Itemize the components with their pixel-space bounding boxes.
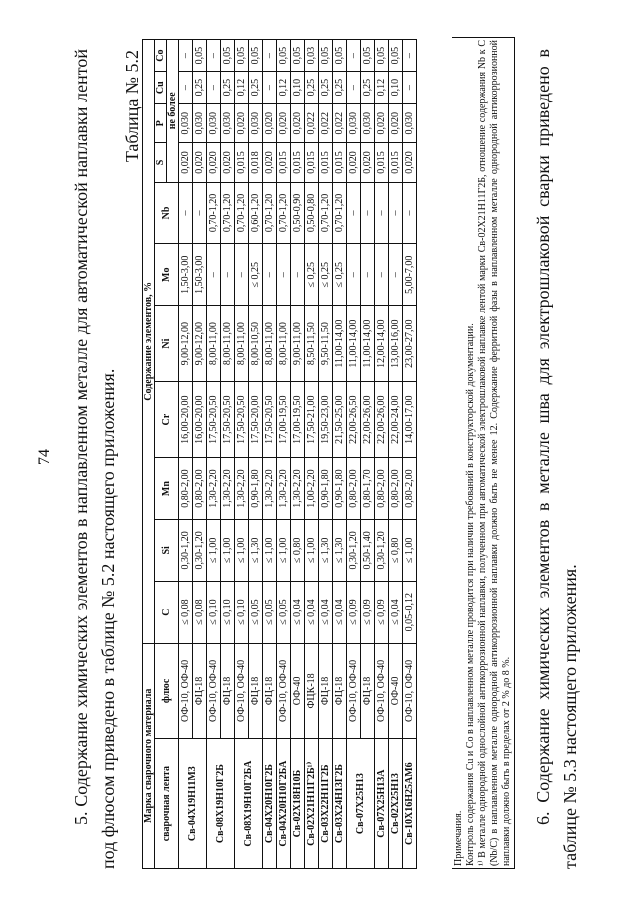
cell-S: 0,015 <box>333 143 347 182</box>
cell-Mo: – <box>277 244 291 306</box>
cell-tape: Св-08Х19Н10Г2БА <box>235 739 263 869</box>
header-Cu: Cu <box>155 72 167 104</box>
cell-Nb: 0,60-1,20 <box>249 182 263 244</box>
cell-Cr: 17,50-20,50 <box>263 382 277 458</box>
cell-Cr: 22,00-26,00 <box>375 382 389 458</box>
cell-tape: Св-03Х22Н11Г2Б <box>319 739 333 869</box>
cell-P: 0,030 <box>221 104 235 143</box>
cell-C: ≤ 0,08 <box>193 581 207 643</box>
table-label: Таблица № 5.2 <box>122 50 142 163</box>
cell-Si: 0,30-1,20 <box>193 519 207 581</box>
cell-C: ≤ 0,09 <box>361 581 375 643</box>
cell-Ni: 8,00-11,00 <box>207 306 221 382</box>
notes-line-1: Контроль содержания Cu и Co в наплавленном металле проводится при наличии требований в конструкторской документации. <box>465 323 476 866</box>
cell-Ni: 8,00-11,00 <box>263 306 277 382</box>
cell-Mn: 0,80-2,00 <box>403 458 417 520</box>
cell-C: ≤ 0,05 <box>263 581 277 643</box>
table-row <box>375 40 389 869</box>
cell-P: 0,020 <box>389 104 403 143</box>
cell-Cu: 0,25 <box>319 72 333 104</box>
table-row <box>277 40 291 869</box>
cell-Mo: – <box>207 244 221 306</box>
cell-Ni: 9,00-12,00 <box>179 306 193 382</box>
cell-Nb: – <box>347 182 361 244</box>
header-ne-bolee: не более <box>167 40 179 183</box>
cell-Si: ≤ 1,30 <box>333 519 347 581</box>
cell-C: ≤ 0,10 <box>235 581 249 643</box>
table-row <box>319 40 333 869</box>
cell-Si: ≤ 1,00 <box>403 519 417 581</box>
cell-Mn: 0,80-2,00 <box>179 458 193 520</box>
cell-Mo: 1,50-3,00 <box>193 244 207 306</box>
cell-C: ≤ 0,04 <box>333 581 347 643</box>
cell-S: 0,020 <box>207 143 221 182</box>
cell-Cu: 0,25 <box>221 72 235 104</box>
cell-Cr: 16,00-20,00 <box>179 382 193 458</box>
cell-Ni: 8,00-11,00 <box>221 306 235 382</box>
header-Mo: Mo <box>155 244 179 306</box>
cell-S: 0,018 <box>249 143 263 182</box>
cell-Cu: 0,25 <box>193 72 207 104</box>
table-row <box>179 40 193 869</box>
cell-Si: ≤ 1,00 <box>207 519 221 581</box>
cell-Cr: 17,00-19,50 <box>277 382 291 458</box>
cell-Cr: 17,00-19,50 <box>291 382 305 458</box>
cell-Co: 0,05 <box>361 40 375 72</box>
cell-flux: ОФ-10, ОФ-40 <box>403 643 417 739</box>
cell-Si: 0,30-1,20 <box>375 519 389 581</box>
cell-S: 0,015 <box>319 143 333 182</box>
cell-Mo: ≤ 0,25 <box>319 244 333 306</box>
header-Co: Co <box>155 40 167 72</box>
cell-flux: ФЦК-18 <box>305 643 319 739</box>
cell-P: 0,022 <box>333 104 347 143</box>
cell-Si: 0,50-1,40 <box>361 519 375 581</box>
cell-S: 0,020 <box>347 143 361 182</box>
cell-Si: ≤ 1,00 <box>305 519 319 581</box>
cell-Cu: 0,25 <box>333 72 347 104</box>
cell-tape: Св-04Х20Н10Г2БА <box>277 739 291 869</box>
cell-Co: 0,05 <box>277 40 291 72</box>
cell-S: 0,015 <box>389 143 403 182</box>
cell-flux: ОФ-10, ОФ-40 <box>347 643 361 739</box>
cell-Cu: – <box>179 72 193 104</box>
table-row <box>389 40 403 869</box>
cell-P: 0,030 <box>347 104 361 143</box>
table-row <box>403 40 417 869</box>
cell-P: 0,020 <box>263 104 277 143</box>
cell-P: 0,022 <box>319 104 333 143</box>
cell-tape: Св-02Х25Н13 <box>389 739 403 869</box>
header-material: Марка сварочного материала <box>143 643 155 868</box>
table-row <box>305 40 319 869</box>
cell-C: 0,05-0,12 <box>403 581 417 643</box>
cell-Mn: 0,80-2,00 <box>193 458 207 520</box>
cell-flux: ОФ-10, ОФ-40 <box>277 643 291 739</box>
cell-flux: ОФ-10, ОФ-40 <box>179 643 193 739</box>
cell-Co: 0,05 <box>249 40 263 72</box>
cell-Nb: 0,50-0,80 <box>305 182 319 244</box>
cell-tape: Св-07Х25Н13А <box>375 739 389 869</box>
cell-Co: – <box>347 40 361 72</box>
cell-Nb: 0,70-1,20 <box>235 182 249 244</box>
table-row <box>263 40 277 869</box>
cell-Mn: 1,00-2,20 <box>305 458 319 520</box>
cell-S: 0,020 <box>221 143 235 182</box>
cell-Ni: 9,00-12,00 <box>193 306 207 382</box>
cell-Ni: 9,00-11,00 <box>291 306 305 382</box>
cell-Cr: 21,50-25,00 <box>333 382 347 458</box>
cell-Ni: 8,00-11,00 <box>277 306 291 382</box>
cell-Nb: – <box>193 182 207 244</box>
header-Si: Si <box>155 519 179 581</box>
cell-P: 0,030 <box>361 104 375 143</box>
cell-Cr: 22,00-26,00 <box>361 382 375 458</box>
cell-Nb: 0,70-1,20 <box>207 182 221 244</box>
cell-tape: Св-08Х19Н10Г2Б <box>207 739 235 869</box>
cell-Cr: 17,50-20,50 <box>221 382 235 458</box>
cell-Mn: 0,80-2,00 <box>375 458 389 520</box>
header-tape: сварочная лента <box>155 739 179 869</box>
cell-Ni: 9,50-11,50 <box>319 306 333 382</box>
cell-tape: Св-02Х18Н10Б <box>291 739 305 869</box>
cell-Mo: – <box>221 244 235 306</box>
cell-flux: ФЦ-18 <box>221 643 235 739</box>
cell-S: 0,015 <box>277 143 291 182</box>
cell-C: ≤ 0,04 <box>319 581 333 643</box>
cell-flux: ОФ-40 <box>389 643 403 739</box>
cell-Mo: – <box>389 244 403 306</box>
cell-Co: 0,05 <box>291 40 305 72</box>
cell-Co: 0,05 <box>193 40 207 72</box>
cell-Si: ≤ 0,80 <box>291 519 305 581</box>
header-Ni: Ni <box>155 306 179 382</box>
notes-heading: Примечания. <box>453 810 464 866</box>
cell-Ni: 8,00-10,50 <box>249 306 263 382</box>
cell-Si: ≤ 1,00 <box>235 519 249 581</box>
cell-Mo: ≤ 0,25 <box>305 244 319 306</box>
cell-C: ≤ 0,08 <box>179 581 193 643</box>
table-row <box>207 40 221 869</box>
cell-Mn: 1,30-2,20 <box>263 458 277 520</box>
cell-flux: ФЦ-18 <box>361 643 375 739</box>
cell-flux: ОФ-10, ОФ-40 <box>207 643 221 739</box>
cell-Mo: ≤ 0,25 <box>249 244 263 306</box>
cell-Nb: – <box>361 182 375 244</box>
cell-Cr: 16,00-20,00 <box>193 382 207 458</box>
header-content: Содержание элементов, % <box>143 40 155 644</box>
cell-Cu: 0,10 <box>291 72 305 104</box>
cell-Mn: 1,30-2,20 <box>235 458 249 520</box>
cell-Si: 0,30-1,20 <box>347 519 361 581</box>
cell-C: ≤ 0,04 <box>389 581 403 643</box>
cell-flux: ФЦ-18 <box>249 643 263 739</box>
cell-P: 0,020 <box>375 104 389 143</box>
cell-Mo: – <box>263 244 277 306</box>
cell-Co: – <box>403 40 417 72</box>
cell-Cr: 17,50-20,50 <box>207 382 221 458</box>
cell-Mo: 1,50-3,00 <box>179 244 193 306</box>
section-6-paragraph: 6. Содержание химических элементов в металле шва для электрошлаковой сварки приведено в таблице № 5.3 настоящего приложения. <box>533 49 580 869</box>
cell-C: ≤ 0,10 <box>207 581 221 643</box>
cell-P: 0,030 <box>207 104 221 143</box>
table-row <box>235 40 249 869</box>
section-5-paragraph: 5. Содержание химических элементов в наплавленном металле для автоматической наплавки лентой под флюсом приведено в таблице № 5.2 настоящего приложения. <box>71 49 118 869</box>
table-row <box>291 40 305 869</box>
cell-Nb: – <box>403 182 417 244</box>
cell-Nb: – <box>375 182 389 244</box>
cell-S: 0,015 <box>291 143 305 182</box>
cell-Ni: 11,00-14,00 <box>361 306 375 382</box>
cell-Mo: – <box>291 244 305 306</box>
cell-Cr: 17,50-21,00 <box>305 382 319 458</box>
cell-P: 0,020 <box>235 104 249 143</box>
cell-Cr: 17,50-20,50 <box>235 382 249 458</box>
cell-tape: Св-10Х16Н25АМ6 <box>403 739 417 869</box>
cell-Nb: – <box>389 182 403 244</box>
cell-Co: 0,05 <box>235 40 249 72</box>
header-Nb: Nb <box>155 182 179 244</box>
cell-flux: ФЦ-18 <box>333 643 347 739</box>
cell-Cu: – <box>403 72 417 104</box>
cell-Si: ≤ 0,80 <box>389 519 403 581</box>
header-C: C <box>155 581 179 643</box>
cell-Co: 0,05 <box>375 40 389 72</box>
cell-S: 0,020 <box>193 143 207 182</box>
cell-Cu: – <box>263 72 277 104</box>
cell-S: 0,020 <box>361 143 375 182</box>
table-row <box>347 40 361 869</box>
cell-P: 0,030 <box>403 104 417 143</box>
cell-Co: 0,05 <box>333 40 347 72</box>
cell-C: ≤ 0,04 <box>305 581 319 643</box>
cell-Cr: 22,00-24,00 <box>389 382 403 458</box>
cell-tape: Св-03Х24Н13Г2Б <box>333 739 347 869</box>
cell-P: 0,030 <box>249 104 263 143</box>
cell-Mn: 1,30-2,20 <box>221 458 235 520</box>
cell-C: ≤ 0,04 <box>291 581 305 643</box>
cell-Cu: 0,12 <box>375 72 389 104</box>
cell-Ni: 13,00-16,00 <box>389 306 403 382</box>
cell-Cr: 22,00-26,50 <box>347 382 361 458</box>
composition-table <box>142 39 417 869</box>
cell-C: ≤ 0,05 <box>249 581 263 643</box>
cell-Ni: 11,00-14,00 <box>333 306 347 382</box>
cell-Mo: – <box>361 244 375 306</box>
cell-Cr: 17,50-20,00 <box>249 382 263 458</box>
cell-Cu: 0,12 <box>235 72 249 104</box>
cell-Mn: 1,30-2,20 <box>291 458 305 520</box>
cell-S: 0,020 <box>179 143 193 182</box>
cell-Co: 0,05 <box>389 40 403 72</box>
cell-Co: – <box>179 40 193 72</box>
page-number: 74 <box>36 449 53 465</box>
cell-Mn: 0,80-2,00 <box>347 458 361 520</box>
cell-P: 0,022 <box>305 104 319 143</box>
cell-Si: ≤ 1,30 <box>319 519 333 581</box>
cell-Mo: – <box>375 244 389 306</box>
cell-S: 0,015 <box>375 143 389 182</box>
cell-flux: ОФ-10, ОФ-40 <box>235 643 249 739</box>
cell-P: 0,030 <box>193 104 207 143</box>
cell-S: 0,015 <box>305 143 319 182</box>
cell-Si: ≤ 1,00 <box>277 519 291 581</box>
cell-Ni: 11,00-14,00 <box>347 306 361 382</box>
cell-Cr: 14,00-17,00 <box>403 382 417 458</box>
cell-tape: Св-04Х19Н11М3 <box>179 739 207 869</box>
cell-P: 0,020 <box>277 104 291 143</box>
cell-Si: ≤ 1,00 <box>263 519 277 581</box>
cell-Ni: 23,00-27,00 <box>403 306 417 382</box>
cell-Mn: 0,80-1,70 <box>361 458 375 520</box>
cell-flux: ФЦ-18 <box>263 643 277 739</box>
cell-flux: ОФ-10, ОФ-40 <box>375 643 389 739</box>
cell-flux: ФЦ-18 <box>193 643 207 739</box>
cell-flux: ОФ-40 <box>291 643 305 739</box>
cell-Si: 0,30-1,20 <box>179 519 193 581</box>
cell-Cu: – <box>347 72 361 104</box>
cell-C: ≤ 0,09 <box>375 581 389 643</box>
cell-Co: 0,05 <box>221 40 235 72</box>
cell-Si: ≤ 1,00 <box>221 519 235 581</box>
cell-Nb: 0,70-1,20 <box>221 182 235 244</box>
cell-Co: – <box>207 40 221 72</box>
cell-Mn: 0,90-1,80 <box>249 458 263 520</box>
cell-Nb: 0,50-0,90 <box>291 182 305 244</box>
cell-Mn: 0,90-1,80 <box>319 458 333 520</box>
cell-C: ≤ 0,10 <box>221 581 235 643</box>
cell-P: 0,030 <box>179 104 193 143</box>
cell-S: 0,020 <box>403 143 417 182</box>
cell-Nb: 0,70-1,20 <box>319 182 333 244</box>
cell-Mn: 1,30-2,20 <box>207 458 221 520</box>
cell-Mo: ≤ 0,25 <box>333 244 347 306</box>
header-Mn: Mn <box>155 458 179 520</box>
cell-Cu: 0,10 <box>389 72 403 104</box>
cell-Cu: 0,25 <box>249 72 263 104</box>
cell-Cu: 0,25 <box>361 72 375 104</box>
cell-Mo: – <box>235 244 249 306</box>
cell-Mo: 5,00-7,00 <box>403 244 417 306</box>
cell-Cu: 0,25 <box>305 72 319 104</box>
cell-tape: Св-04Х20Н10Г2Б <box>263 739 277 869</box>
cell-tape: Св-02Х21Н11Г2Б¹⁾ <box>305 739 319 869</box>
cell-Si: ≤ 1,30 <box>249 519 263 581</box>
cell-Cu: 0,12 <box>277 72 291 104</box>
header-flux: флюс <box>155 643 179 739</box>
cell-Ni: 12,00-14,00 <box>375 306 389 382</box>
cell-C: ≤ 0,09 <box>347 581 361 643</box>
header-Cr: Cr <box>155 382 179 458</box>
table-notes <box>452 37 515 869</box>
cell-Mn: 1,30-2,20 <box>277 458 291 520</box>
cell-Ni: 8,50-11,50 <box>305 306 319 382</box>
header-S: S <box>155 143 167 182</box>
cell-Co: 0,03 <box>305 40 319 72</box>
cell-Co: 0,05 <box>319 40 333 72</box>
header-P: P <box>155 104 167 143</box>
cell-S: 0,020 <box>263 143 277 182</box>
cell-Cr: 19,50-23,00 <box>319 382 333 458</box>
cell-Nb: 0,70-1,20 <box>263 182 277 244</box>
cell-Mn: 0,80-2,00 <box>389 458 403 520</box>
cell-C: ≤ 0,05 <box>277 581 291 643</box>
cell-flux: ФЦ-18 <box>319 643 333 739</box>
cell-Cu: – <box>207 72 221 104</box>
cell-P: 0,020 <box>291 104 305 143</box>
cell-Ni: 8,00-11,00 <box>235 306 249 382</box>
cell-tape: Св-07Х25Н13 <box>347 739 375 869</box>
cell-Nb: 0,70-1,20 <box>333 182 347 244</box>
cell-Mn: 0,90-1,80 <box>333 458 347 520</box>
cell-Mo: – <box>347 244 361 306</box>
cell-Nb: 0,70-1,20 <box>277 182 291 244</box>
cell-S: 0,015 <box>235 143 249 182</box>
table-row <box>333 40 347 869</box>
cell-Co: – <box>263 40 277 72</box>
notes-line-2: ¹⁾ В металле однородной однослойной антикоррозионной наплавки, полученном при автоматической электрошлаковой наплавке лентой марки Св-02Х21Н11Г2Б, отношение содержания Nb к C (Nb/C) в наплавленном металле однородной антикоррозионной наплавки должно быть не менее 12. Содержание ферритной фазы в наплавленном металле однородной антикоррозионной наплавки должно быть в пределах от 2 % до 8 %. <box>477 40 512 866</box>
cell-Nb: – <box>179 182 193 244</box>
